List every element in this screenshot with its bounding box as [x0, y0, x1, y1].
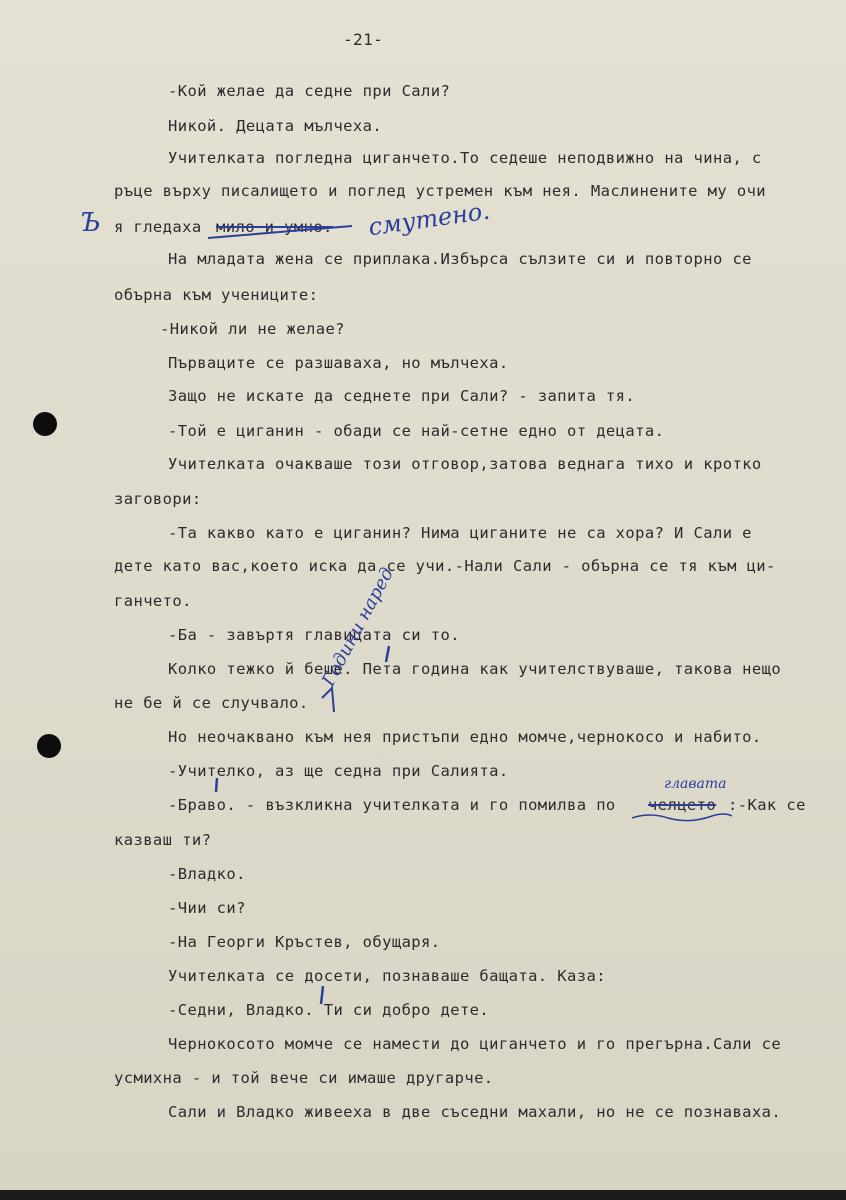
handwritten-insert: смутено. [366, 196, 492, 242]
text-line: казваш ти? [114, 831, 212, 849]
text-line: Чернокосото момче се намести до циганчето и го прегърна.Сали се [168, 1035, 782, 1053]
text-line: -Браво. - възкликна учителката и го помилва по [168, 796, 616, 814]
handwritten-insert: главата [664, 776, 727, 792]
text-line: Сали и Владко живееха в две съседни махали, но не се познаваха. [168, 1103, 782, 1121]
struck-text: мило и умно. [216, 218, 333, 236]
punch-hole [37, 734, 61, 758]
text-line: -Никой ли не желае? [160, 320, 345, 338]
page-number: -21- [343, 30, 384, 49]
handwritten-margin-mark: Ъ [80, 208, 101, 238]
text-line: Защо не искате да седнете при Сали? - запита тя. [168, 387, 636, 405]
text-line: Учителката погледна циганчето.То седеше неподвижно на чина, с [168, 149, 762, 167]
handwritten-insert: Години наред [318, 564, 399, 690]
text-line: -Та какво като е циганин? Нима циганите не са хора? И Сали е [168, 524, 752, 542]
text-line: Колко тежко й беше. Пета година как учителствуваше, такова нещо [168, 660, 782, 678]
text-line: дете като вас,което иска да се учи.-Нали Сали - обърна се тя към ци- [114, 557, 776, 575]
text-line: :-Как се [728, 796, 806, 814]
text-line: -Ба - завъртя главицата си то. [168, 626, 460, 644]
punch-hole [33, 412, 57, 436]
text-line: усмихна - и той вече си имаше другарче. [114, 1069, 494, 1087]
text-line: Учителката очакваше този отговор,затова веднага тихо и кротко [168, 455, 762, 473]
text-line: -Учителко, аз ще седна при Салията. [168, 762, 509, 780]
text-line: обърна към учениците: [114, 286, 319, 304]
scan-bottom-edge [0, 1190, 846, 1200]
text-line: -Чии си? [168, 899, 246, 917]
text-line: Но неочаквано към нея пристъпи едно момче,чернокосо и набито. [168, 728, 762, 746]
text-line: Никой. Децата мълчеха. [168, 117, 383, 135]
text-line: -Седни, Владко. Ти си добро дете. [168, 1001, 490, 1019]
text-line: -На Георги Кръстев, обущаря. [168, 933, 441, 951]
text-line: я гледаха [114, 218, 202, 236]
text-line: -Кой желае да седне при Сали? [168, 82, 451, 100]
text-line: -Владко. [168, 865, 246, 883]
text-line: ръце върху писалището и поглед устремен към нея. Маслинените му очи [114, 182, 767, 200]
text-line: -Той е циганин - обади се най-сетне едно от децата. [168, 422, 665, 440]
struck-text: челцето [648, 796, 717, 814]
text-line: ганчето. [114, 592, 192, 610]
text-line: Първаците се разшаваха, но мълчеха. [168, 354, 509, 372]
text-line: заговори: [114, 490, 202, 508]
text-line: Учителката се досети, познаваше бащата. Каза: [168, 967, 606, 985]
text-line: На младата жена се приплака.Избърса сълзите си и повторно се [168, 250, 752, 268]
text-line: не бе й се случвало. [114, 694, 309, 712]
